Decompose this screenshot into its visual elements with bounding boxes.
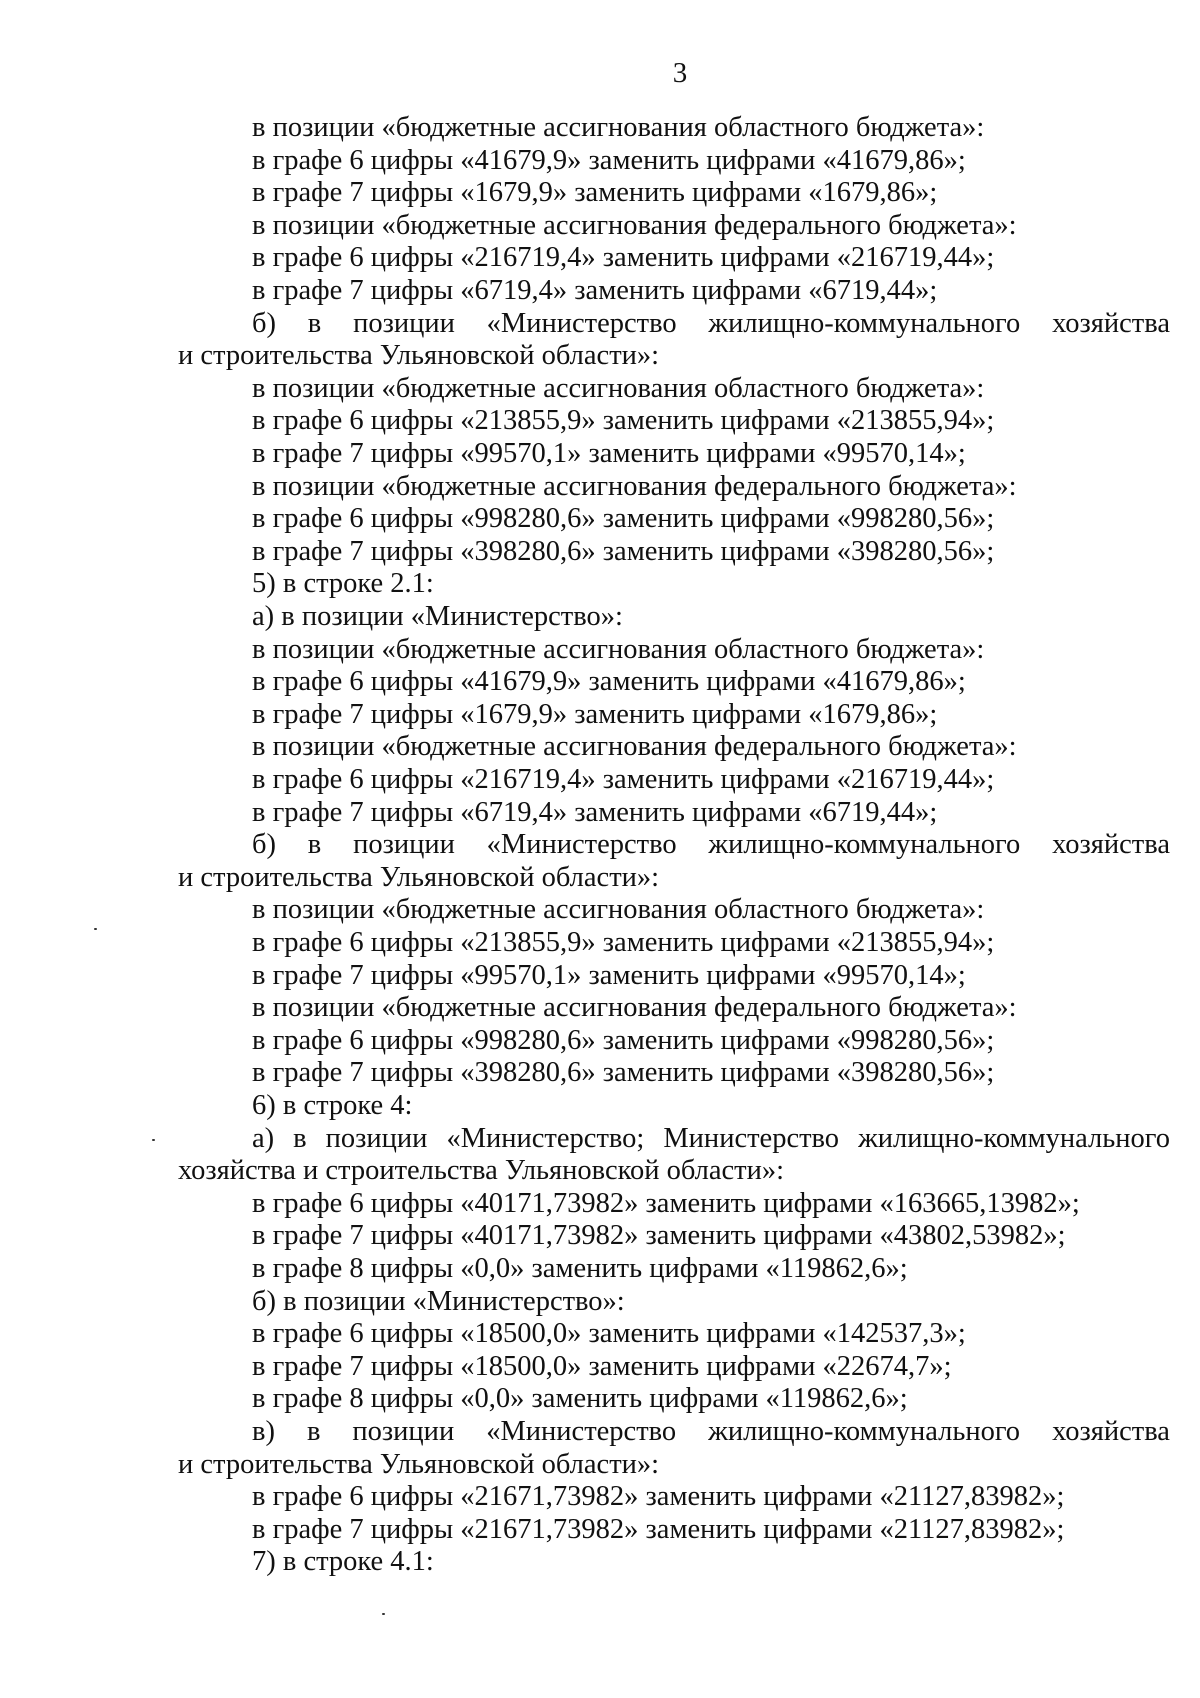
document-line: в графе 7 цифры «1679,9» заменить цифрами «1679,86»; (252, 177, 938, 208)
document-line: в графе 7 цифры «1679,9» заменить цифрами «1679,86»; (252, 699, 938, 730)
line-word: в (306, 1416, 321, 1447)
line-word: жилищно-коммунального (708, 1416, 1021, 1447)
document-line: в графе 7 цифры «398280,6» заменить цифрами «398280,56»; (252, 536, 995, 567)
document-line: в графе 6 цифры «216719,4» заменить цифрами «216719,44»; (252, 242, 995, 273)
document-line: в графе 6 цифры «998280,6» заменить цифрами «998280,56»; (252, 503, 995, 534)
document-line: хозяйства и строительства Ульяновской области»: (178, 1155, 785, 1186)
line-word: хозяйства (1052, 1416, 1170, 1447)
document-line: в позиции «бюджетные ассигнования федерального бюджета»: (252, 471, 1017, 502)
document-line: 6) в строке 4: (252, 1090, 413, 1121)
page-number: 3 (672, 57, 688, 89)
document-line: в графе 7 цифры «398280,6» заменить цифрами «398280,56»; (252, 1057, 995, 1088)
document-line: в графе 6 цифры «213855,9» заменить цифрами «213855,94»; (252, 405, 995, 436)
document-line: в позиции «бюджетные ассигнования федерального бюджета»: (252, 210, 1017, 241)
line-word: позиции (325, 1123, 428, 1154)
line-word: «Министерство (486, 1416, 677, 1447)
line-word: в (307, 308, 322, 339)
line-word: жилищно-коммунального (708, 829, 1021, 860)
document-line: в графе 7 цифры «6719,4» заменить цифрами «6719,44»; (252, 275, 938, 306)
document-line: в графе 7 цифры «99570,1» заменить цифрами «99570,14»; (252, 960, 966, 991)
line-word: в) (252, 1416, 275, 1447)
document-line: б) в позиции «Министерство»: (252, 1286, 625, 1317)
line-word: позиции (353, 829, 455, 860)
document-line (252, 1123, 1170, 1155)
document-line: в графе 6 цифры «213855,9» заменить цифрами «213855,94»; (252, 927, 995, 958)
document-line (252, 1416, 1170, 1448)
line-word: б) (252, 308, 276, 339)
line-word: а) (252, 1123, 275, 1154)
document-line (252, 308, 1170, 340)
line-word: Министерство (663, 1123, 840, 1154)
document-line: в графе 6 цифры «18500,0» заменить цифрами «142537,3»; (252, 1318, 966, 1349)
document-line: в позиции «бюджетные ассигнования областного бюджета»: (252, 373, 985, 404)
document-line: в позиции «бюджетные ассигнования областного бюджета»: (252, 894, 985, 925)
line-word: позиции (352, 1416, 455, 1447)
document-line: в графе 7 цифры «18500,0» заменить цифрами «22674,7»; (252, 1351, 952, 1382)
document-line: в графе 6 цифры «40171,73982» заменить цифрами «163665,13982»; (252, 1188, 1080, 1219)
line-word: хозяйства (1052, 308, 1170, 339)
document-line: в позиции «бюджетные ассигнования областного бюджета»: (252, 634, 985, 665)
document-line: в графе 7 цифры «6719,4» заменить цифрами «6719,44»; (252, 797, 938, 828)
document-line: в графе 8 цифры «0,0» заменить цифрами «119862,6»; (252, 1253, 908, 1284)
document-line: в графе 6 цифры «21671,73982» заменить цифрами «21127,83982»; (252, 1481, 1065, 1512)
line-word: б) (252, 829, 276, 860)
line-word: жилищно-коммунального (708, 308, 1021, 339)
document-line: и строительства Ульяновской области»: (178, 340, 660, 371)
document-line: в графе 7 цифры «40171,73982» заменить цифрами «43802,53982»; (252, 1220, 1066, 1251)
line-word: позиции (353, 308, 455, 339)
document-line: в графе 6 цифры «998280,6» заменить цифрами «998280,56»; (252, 1025, 995, 1056)
document-line: в графе 6 цифры «41679,9» заменить цифрами «41679,86»; (252, 666, 966, 697)
line-word: «Министерство (486, 829, 677, 860)
document-line: а) в позиции «Министерство»: (252, 601, 623, 632)
line-word: «Министерство (486, 308, 677, 339)
document-line: в графе 8 цифры «0,0» заменить цифрами «119862,6»; (252, 1383, 908, 1414)
document-line: в позиции «бюджетные ассигнования федерального бюджета»: (252, 992, 1017, 1023)
document-line: в графе 6 цифры «41679,9» заменить цифрами «41679,86»; (252, 145, 966, 176)
document-line: в позиции «бюджетные ассигнования областного бюджета»: (252, 112, 985, 143)
line-word: жилищно-коммунального (858, 1123, 1170, 1154)
line-word: в (307, 829, 322, 860)
document-line: 5) в строке 2.1: (252, 568, 434, 599)
document-line: в графе 6 цифры «216719,4» заменить цифрами «216719,44»; (252, 764, 995, 795)
scan-speck (152, 1139, 155, 1141)
document-line: в графе 7 цифры «21671,73982» заменить цифрами «21127,83982»; (252, 1514, 1065, 1545)
line-word: «Министерство; (446, 1123, 645, 1154)
document-line: в позиции «бюджетные ассигнования федерального бюджета»: (252, 731, 1017, 762)
document-line: и строительства Ульяновской области»: (178, 1449, 660, 1480)
document-line: в графе 7 цифры «99570,1» заменить цифрами «99570,14»; (252, 438, 966, 469)
scan-speck (94, 928, 97, 930)
document-line: 7) в строке 4.1: (252, 1546, 434, 1577)
line-word: в (293, 1123, 307, 1154)
line-word: хозяйства (1052, 829, 1170, 860)
document-line (252, 829, 1170, 861)
document-line: и строительства Ульяновской области»: (178, 862, 660, 893)
scan-speck (382, 1613, 385, 1615)
